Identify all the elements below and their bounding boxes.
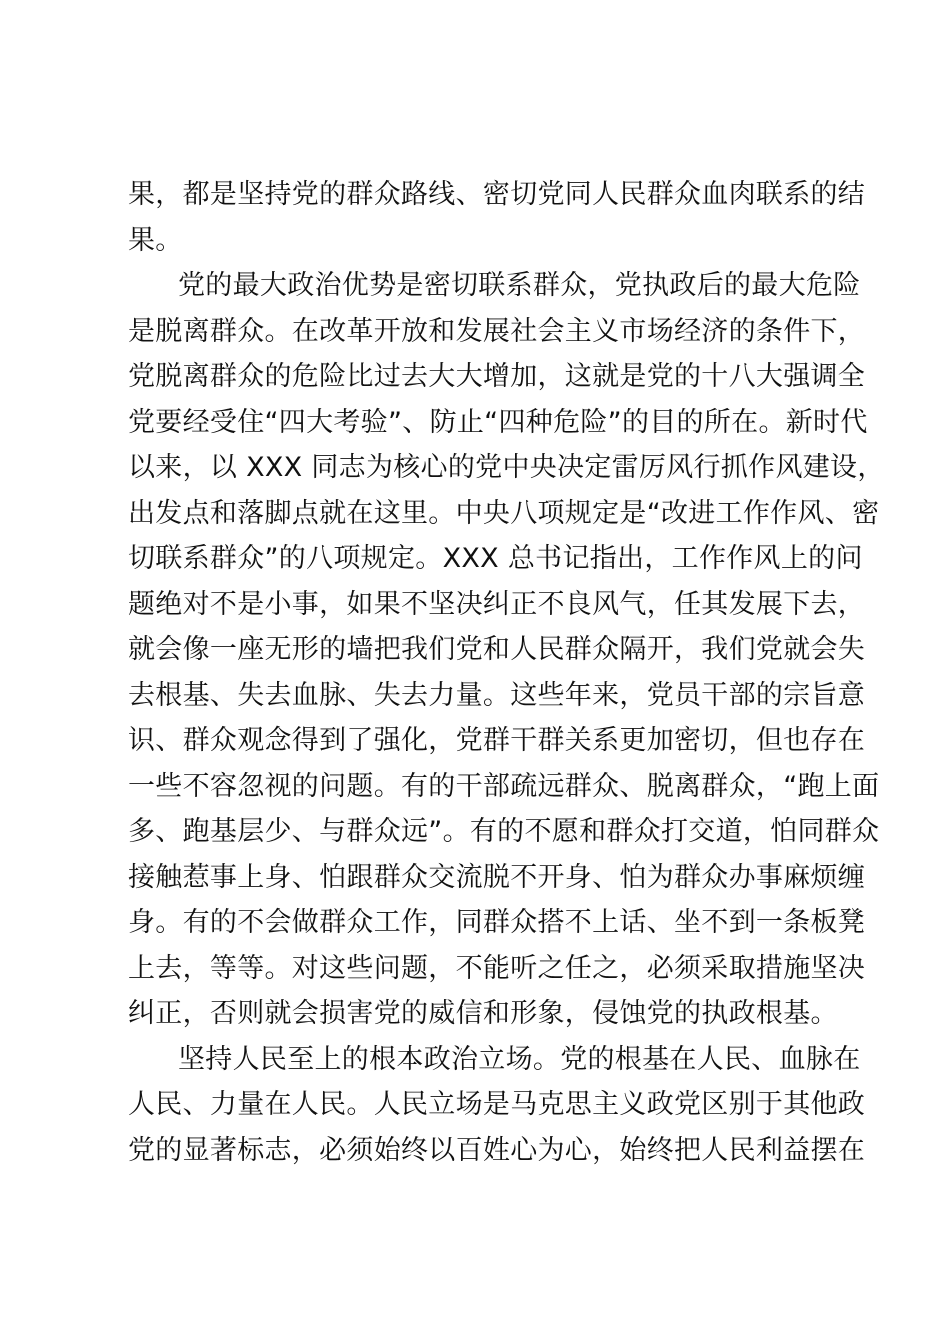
- text-line: 题绝对不是小事，如果不坚决纠正不良风气，任其发展下去，: [128, 588, 866, 620]
- text-line: 人民、力量在人民。人民立场是马克思主义政党区别于其他政: [128, 1089, 866, 1120]
- text-line: 党的最大政治优势是密切联系群众，党执政后的最大危险: [178, 270, 861, 301]
- text-line: 党要经受住“四大考验”、防止“四种危险”的目的所在。新时代: [128, 406, 868, 438]
- text-line: 纠正，否则就会损害党的威信和形象，侵蚀党的执政根基。: [128, 998, 838, 1029]
- text-line: 接触惹事上身、怕跟群众交流脱不开身、怕为群众办事麻烦缠: [128, 861, 866, 893]
- text-line: 果。: [128, 224, 183, 256]
- document-body: [128, 172, 885, 1173]
- text-line: 识、群众观念得到了强化，党群干群关系更加密切，但也存在: [128, 725, 866, 756]
- text-line: 切联系群众”的八项规定。XXX 总书记指出，工作作风上的问: [128, 543, 863, 574]
- paragraph-2: [128, 263, 885, 1037]
- text-line: 以来，以 XXX 同志为核心的党中央决定雷厉风行抓作风建设，: [128, 452, 885, 483]
- text-line: 党脱离群众的危险比过去大大增加，这就是党的十八大强调全: [128, 361, 866, 392]
- text-line: 就会像一座无形的墙把我们党和人民群众隔开，我们党就会失: [128, 634, 866, 665]
- text-line: 坚持人民至上的根本政治立场。党的根基在人民、血脉在: [178, 1043, 861, 1075]
- text-line: 上去，等等。对这些问题，不能听之任之，必须采取措施坚决: [128, 952, 866, 984]
- text-line: 是脱离群众。在改革开放和发展社会主义市场经济的条件下，: [128, 315, 866, 347]
- text-line: 出发点和落脚点就在这里。中央八项规定是“改进工作作风、密: [128, 497, 880, 529]
- text-line: 党的显著标志，必须始终以百姓心为心，始终把人民利益摆在: [128, 1134, 866, 1166]
- paragraph-3: [128, 1037, 866, 1174]
- text-line: 多、跑基层少、与群众远”。有的不愿和群众打交道，怕同群众: [128, 816, 880, 847]
- text-line: 一些不容忽视的问题。有的干部疏远群众、脱离群众，“跑上面: [128, 770, 880, 802]
- paragraph-1: [128, 172, 866, 263]
- text-line: 身。有的不会做群众工作，同群众搭不上话、坐不到一条板凳: [128, 907, 866, 938]
- text-line: 去根基、失去血脉、失去力量。这些年来，党员干部的宗旨意: [128, 679, 866, 711]
- text-line: 果，都是坚持党的群众路线、密切党同人民群众血肉联系的结: [128, 179, 866, 210]
